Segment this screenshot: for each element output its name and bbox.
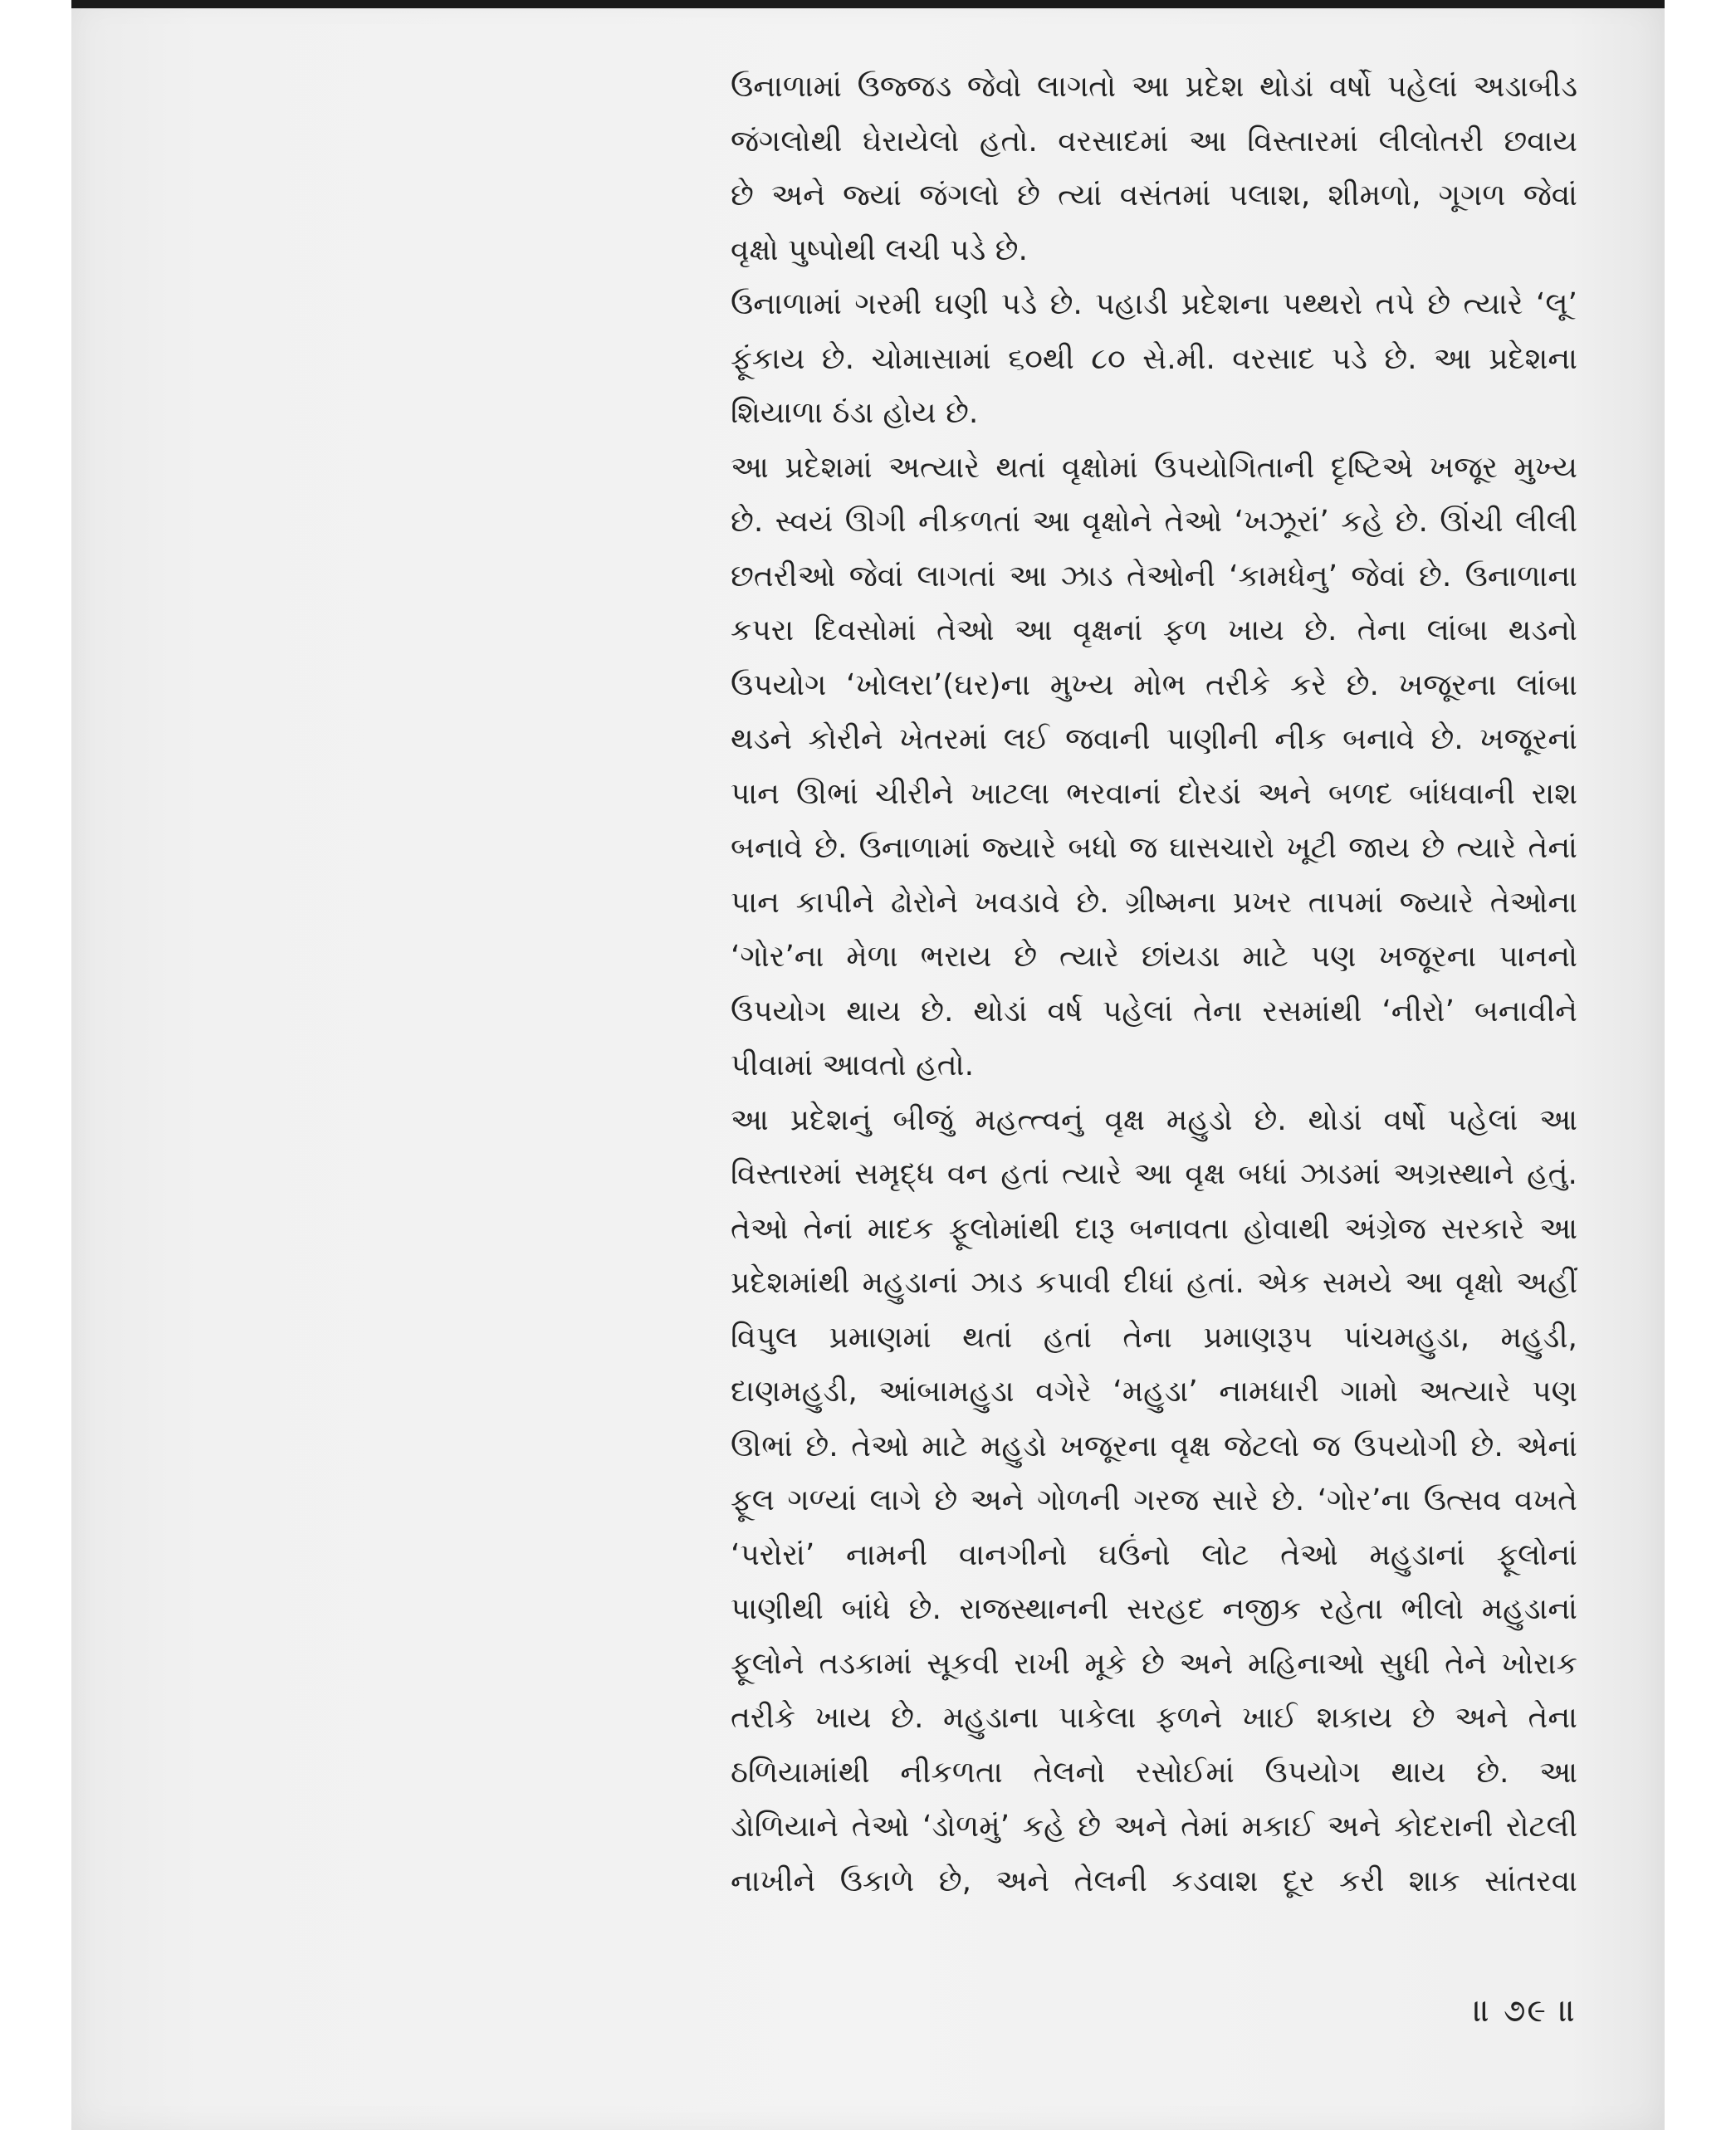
text-line: પાન કાપીને ઢોરોને ખવડાવે છે. ગ્રીષ્મના પ્રખર તાપમાં જ્યારે તેઓના: [731, 885, 1577, 920]
text-line: બનાવે છે. ઉનાળામાં જ્યારે બધો જ ઘાસચારો ખૂટી જાય છે ત્યારે તેનાં: [731, 831, 1577, 865]
text-line: દાણમહુડી, આંબામહુડા વગેરે ‘મહુડા’ નામધારી ગામો અત્યારે પણ: [731, 1375, 1577, 1409]
text-line: થડને કોરીને ખેતરમાં લઈ જવાની પાણીની નીક બનાવે છે. ખજૂરનાં: [731, 722, 1577, 756]
text-line: ફૂલોને તડકામાં સૂકવી રાખી મૂકે છે અને મહિનાઓ સુધી તેને ખોરાક: [731, 1646, 1577, 1681]
page-margin-right: [1665, 0, 1736, 2130]
text-line: જંગલોથી ઘેરાયેલો હતો. વરસાદમાં આ વિસ્તારમાં લીલોતરી છવાય: [731, 124, 1577, 159]
text-line: છે. સ્વયં ઊગી નીકળતાં આ વૃક્ષોને તેઓ ‘ખઝૂરાં’ કહે છે. ઊંચી લીલી: [731, 505, 1577, 539]
text-line: વિસ્તારમાં સમૃદ્ધ વન હતાં ત્યારે આ વૃક્ષ બધાં ઝાડમાં અગ્રસ્થાને હતું.: [731, 1157, 1577, 1191]
text-line: તેઓ તેનાં માદક ફૂલોમાંથી દારૂ બનાવતા હોવાથી અંગ્રેજ સરકારે આ: [731, 1211, 1577, 1246]
text-line: છે અને જ્યાં જંગલો છે ત્યાં વસંતમાં પલાશ, શીમળો, ગૂગળ જેવાં: [731, 178, 1577, 213]
top-edge-shadow: [71, 0, 1665, 8]
paragraph: [731, 441, 1577, 1093]
text-line: પાણીથી બાંધે છે. રાજસ્થાનની સરહદ નજીક રહેતા ભીલો મહુડાનાં: [731, 1592, 1577, 1626]
text-line: ફૂલ ગળ્યાં લાગે છે અને ગોળની ગરજ સારે છે. ‘ગોર’ના ઉત્સવ વખતે: [731, 1483, 1577, 1517]
text-line: તરીકે ખાય છે. મહુડાના પાકેલા ફળને ખાઈ શકાય છે અને તેના: [731, 1701, 1577, 1735]
text-line: શિયાળા ઠંડા હોય છે.: [731, 396, 979, 430]
text-line: પ્રદેશમાંથી મહુડાનાં ઝાડ કપાવી દીધાં હતાં. એક સમયે આ વૃક્ષો અહીં: [731, 1266, 1577, 1300]
text-line: પીવામાં આવતો હતો.: [731, 1048, 975, 1082]
paragraph: [731, 60, 1577, 277]
text-line: ફૂંકાય છે. ચોમાસામાં ૬૦થી ૮૦ સે.મી. વરસાદ પડે છે. આ પ્રદેશના: [731, 341, 1577, 376]
text-line: ઉપયોગ થાય છે. થોડાં વર્ષ પહેલાં તેના રસમાંથી ‘નીરો’ બનાવીને: [731, 994, 1577, 1028]
text-line: નાખીને ઉકાળે છે, અને તેલની કડવાશ દૂર કરી શાક સાંતરવા: [731, 1864, 1577, 1898]
text-line: ‘ગોર’ના મેળા ભરાય છે ત્યારે છાંયડા માટે પણ ખજૂરના પાનનો: [731, 940, 1577, 974]
text-line: ‘પરોરાં’ નામની વાનગીનો ઘઉંનો લોટ તેઓ મહુડાનાં ફૂલોનાં: [731, 1537, 1577, 1572]
text-line: વિપુલ પ્રમાણમાં થતાં હતાં તેના પ્રમાણરૂપ પાંચમહુડા, મહુડી,: [731, 1320, 1577, 1355]
text-line: આ પ્રદેશનું બીજું મહત્ત્વનું વૃક્ષ મહુડો છે. થોડાં વર્ષો પહેલાં આ: [731, 1102, 1577, 1137]
text-line: ઉનાળામાં ઉજ્જડ જેવો લાગતો આ પ્રદેશ થોડાં વર્ષો પહેલાં અડાબીડ: [731, 70, 1577, 104]
text-line: વૃક્ષો પુષ્પોથી લચી પડે છે.: [731, 232, 1028, 267]
text-line: ડોળિયાને તેઓ ‘ડોળમું’ કહે છે અને તેમાં મકાઈ અને કોદરાની રોટલી: [731, 1810, 1577, 1844]
body-text: [731, 60, 1577, 1908]
paragraph: [731, 1093, 1577, 1909]
paragraph: [731, 277, 1577, 441]
text-line: પાન ઊભાં ચીરીને ખાટલા ભરવાનાં દોરડાં અને બળદ બાંધવાની રાશ: [731, 776, 1577, 811]
text-line: કપરા દિવસોમાં તેઓ આ વૃક્ષનાં ફળ ખાય છે. તેના લાંબા થડનો: [731, 613, 1577, 647]
text-line: ઉનાળામાં ગરમી ઘણી પડે છે. પહાડી પ્રદેશના પથ્થરો તપે છે ત્યારે ‘લૂ’: [731, 287, 1577, 321]
text-line: આ પ્રદેશમાં અત્યારે થતાં વૃક્ષોમાં ઉપયોગિતાની દૃષ્ટિએ ખજૂર મુખ્ય: [731, 450, 1577, 485]
text-line: ઠળિયામાંથી નીકળતા તેલનો રસોઈમાં ઉપયોગ થાય છે. આ: [731, 1755, 1577, 1790]
text-line: ઊભાં છે. તેઓ માટે મહુડો ખજૂરના વૃક્ષ જેટલો જ ઉપયોગી છે. એનાં: [731, 1429, 1577, 1463]
text-line: ઉપયોગ ‘ખોલરા’(ઘર)ના મુખ્ય મોભ તરીકે કરે છે. ખજૂરના લાંબા: [731, 667, 1577, 702]
text-line: છતરીઓ જેવાં લાગતાં આ ઝાડ તેઓની ‘કામધેનુ’ જેવાં છે. ઉનાળાના: [731, 559, 1577, 594]
page-number: ॥ ૭૯ ॥: [1473, 1992, 1577, 2029]
